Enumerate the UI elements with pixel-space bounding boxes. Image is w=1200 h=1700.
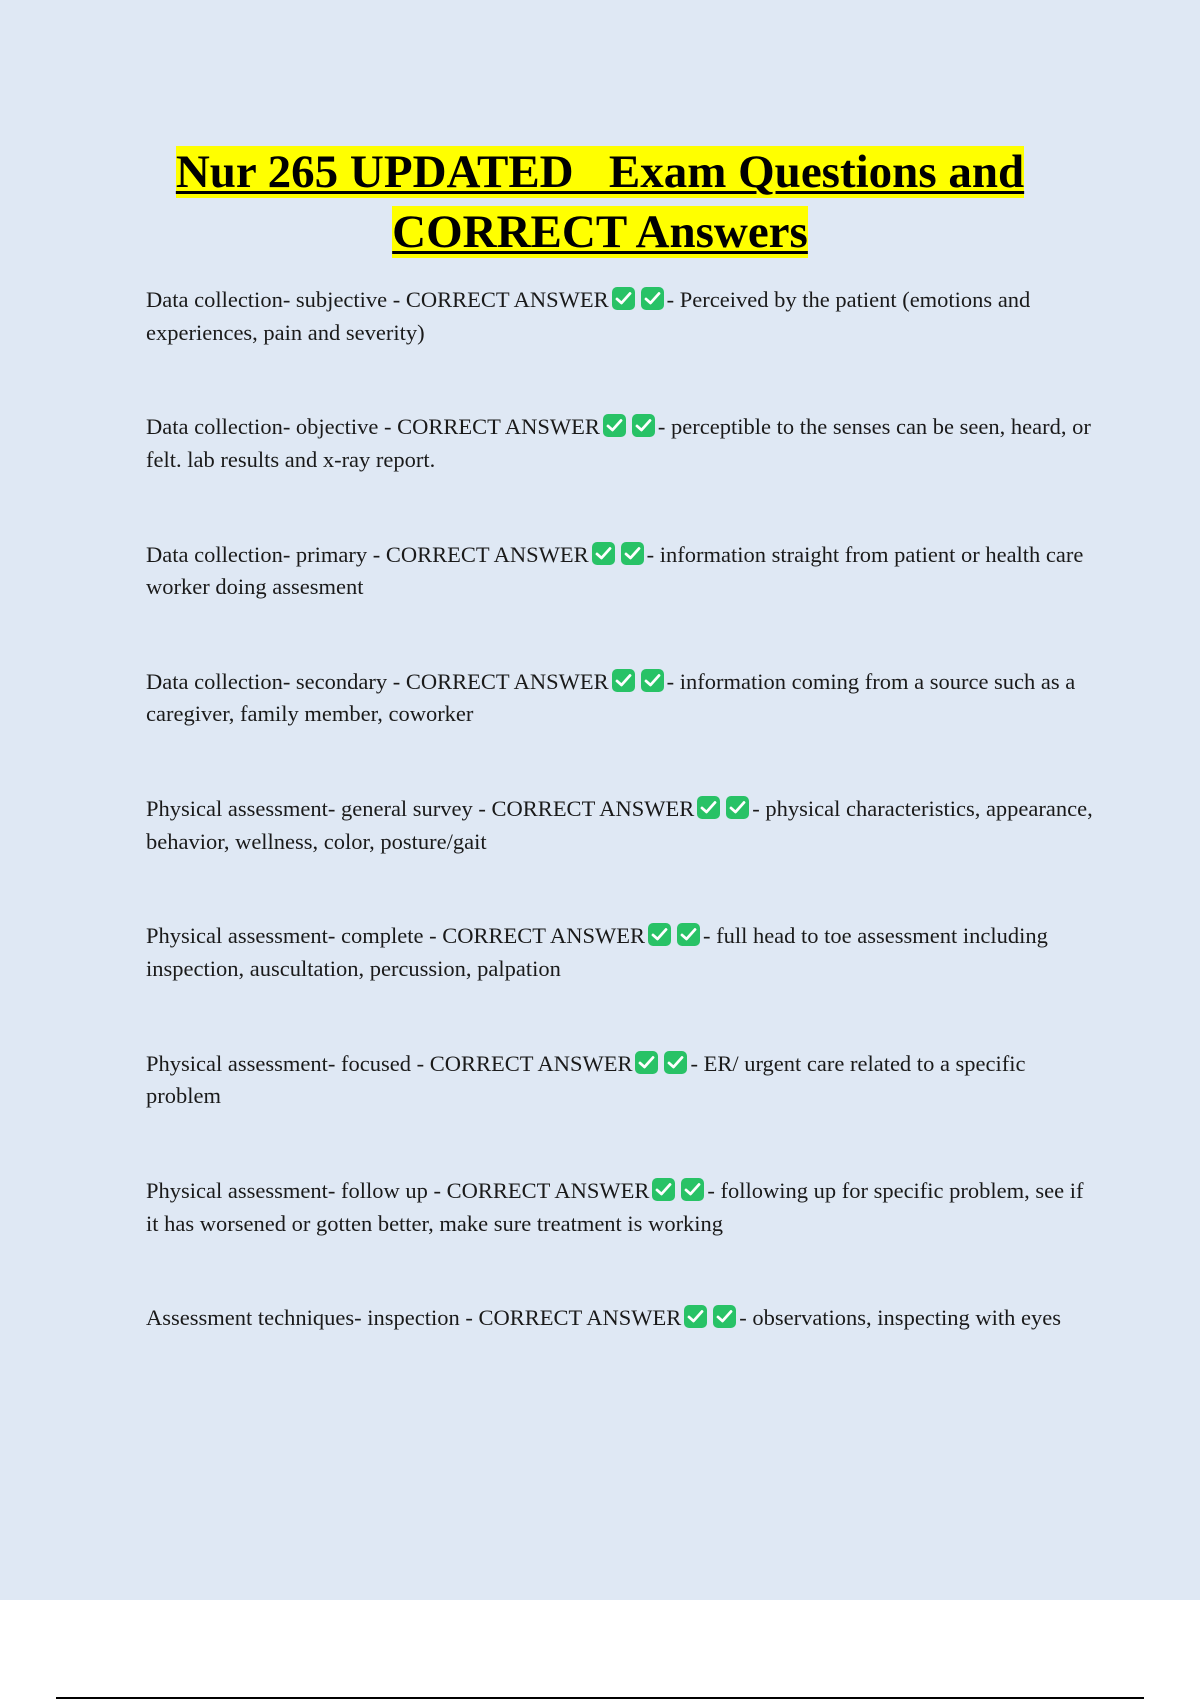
entry-answer: perceptible to the senses can be seen, heard, or felt. lab results and x-ray report. (146, 414, 1091, 472)
qa-entry: Assessment techniques- inspection - CORRECT ANSWER - observations, inspecting with eyes (146, 1305, 1062, 1331)
answer-marker: CORRECT ANSWER (397, 414, 600, 440)
check-icon (684, 1305, 707, 1328)
qa-entry: Data collection- secondary - CORRECT ANSWER - information coming from a source such as a caregiver, family member, coworker (146, 668, 1076, 727)
footer-divider (56, 1697, 1144, 1699)
title-line-2: CORRECT Answers (392, 206, 808, 258)
answer-marker: CORRECT ANSWER (442, 923, 645, 949)
entry-term: Physical assessment- follow up (146, 1178, 428, 1204)
check-icon (681, 1178, 704, 1201)
document-title (0, 142, 1200, 262)
entry-answer: physical characteristics, appearance, behavior, wellness, color, posture/gait (146, 796, 1093, 854)
check-icon (612, 287, 635, 310)
answer-marker: CORRECT ANSWER (429, 1050, 633, 1076)
check-icon (641, 669, 664, 692)
entry-term: Data collection- secondary (146, 668, 388, 694)
entry-term: Physical assessment- focused (146, 1050, 411, 1076)
qa-entry: Physical assessment- follow up - CORRECT ANSWER - following up for specific problem, see if it has worsened or gotten better, make sure treatment is working (146, 1178, 1084, 1236)
check-icon (612, 669, 635, 692)
title-line-1: Nur 265 UPDATED Exam Questions and (175, 146, 1025, 198)
check-icon (641, 287, 664, 310)
entry-term: Assessment techniques- inspection (146, 1305, 460, 1331)
qa-entry: Data collection- objective - CORRECT ANSWER - perceptible to the senses can be seen, heard, or felt. lab results and x-ray report. (146, 414, 1091, 472)
qa-entry: Data collection- primary - CORRECT ANSWER - information straight from patient or health care worker doing assesment (146, 541, 1084, 600)
qa-entry: Physical assessment- focused - CORRECT ANSWER - ER/ urgent care related to a specific problem (146, 1050, 1026, 1109)
qa-entry: Data collection- subjective - CORRECT ANSWER - Perceived by the patient (emotions and experiences, pain and severity) (146, 287, 1031, 345)
check-icon (621, 542, 644, 565)
check-icon (652, 1178, 675, 1201)
check-icon (697, 796, 720, 819)
entry-answer: full head to toe assessment including inspection, auscultation, percussion, palpation (146, 923, 1048, 981)
answer-marker: CORRECT ANSWER (385, 541, 589, 567)
qa-list (146, 284, 1096, 1430)
entry-answer: ER/ urgent care related to a specific problem (146, 1050, 1026, 1109)
entry-answer: information coming from a source such as a caregiver, family member, coworker (146, 668, 1076, 727)
entry-answer: observations, inspecting with eyes (752, 1305, 1062, 1331)
answer-marker: CORRECT ANSWER (478, 1305, 682, 1331)
check-icon (632, 414, 655, 437)
check-icon (677, 923, 700, 946)
answer-marker: CORRECT ANSWER (405, 287, 609, 312)
qa-entry: Physical assessment- complete - CORRECT ANSWER - full head to toe assessment including inspection, auscultation, percussion, palpation (146, 923, 1048, 981)
entry-answer: following up for specific problem, see if it has worsened or gotten better, make sure treatment is working (146, 1178, 1084, 1236)
check-icon (635, 1051, 658, 1074)
page-footer (0, 1600, 1200, 1700)
check-icon (648, 923, 671, 946)
qa-entry: Physical assessment- general survey - CORRECT ANSWER - physical characteristics, appearance, behavior, wellness, color, posture/gait (146, 796, 1093, 854)
entry-term: Data collection- objective (146, 414, 379, 440)
check-icon (726, 796, 749, 819)
entry-term: Physical assessment- complete (146, 923, 424, 949)
answer-marker: CORRECT ANSWER (491, 796, 695, 822)
entry-term: Data collection- primary (146, 541, 368, 567)
check-icon (592, 542, 615, 565)
entry-term: Physical assessment- general survey (146, 796, 473, 822)
answer-marker: CORRECT ANSWER (405, 668, 609, 694)
entry-answer: Perceived by the patient (emotions and experiences, pain and severity) (146, 287, 1031, 345)
answer-marker: CORRECT ANSWER (446, 1178, 650, 1204)
entry-answer: information straight from patient or health care worker doing assesment (146, 541, 1084, 600)
check-icon (664, 1051, 687, 1074)
check-icon (713, 1305, 736, 1328)
entry-term: Data collection- subjective (146, 287, 388, 312)
check-icon (603, 414, 626, 437)
